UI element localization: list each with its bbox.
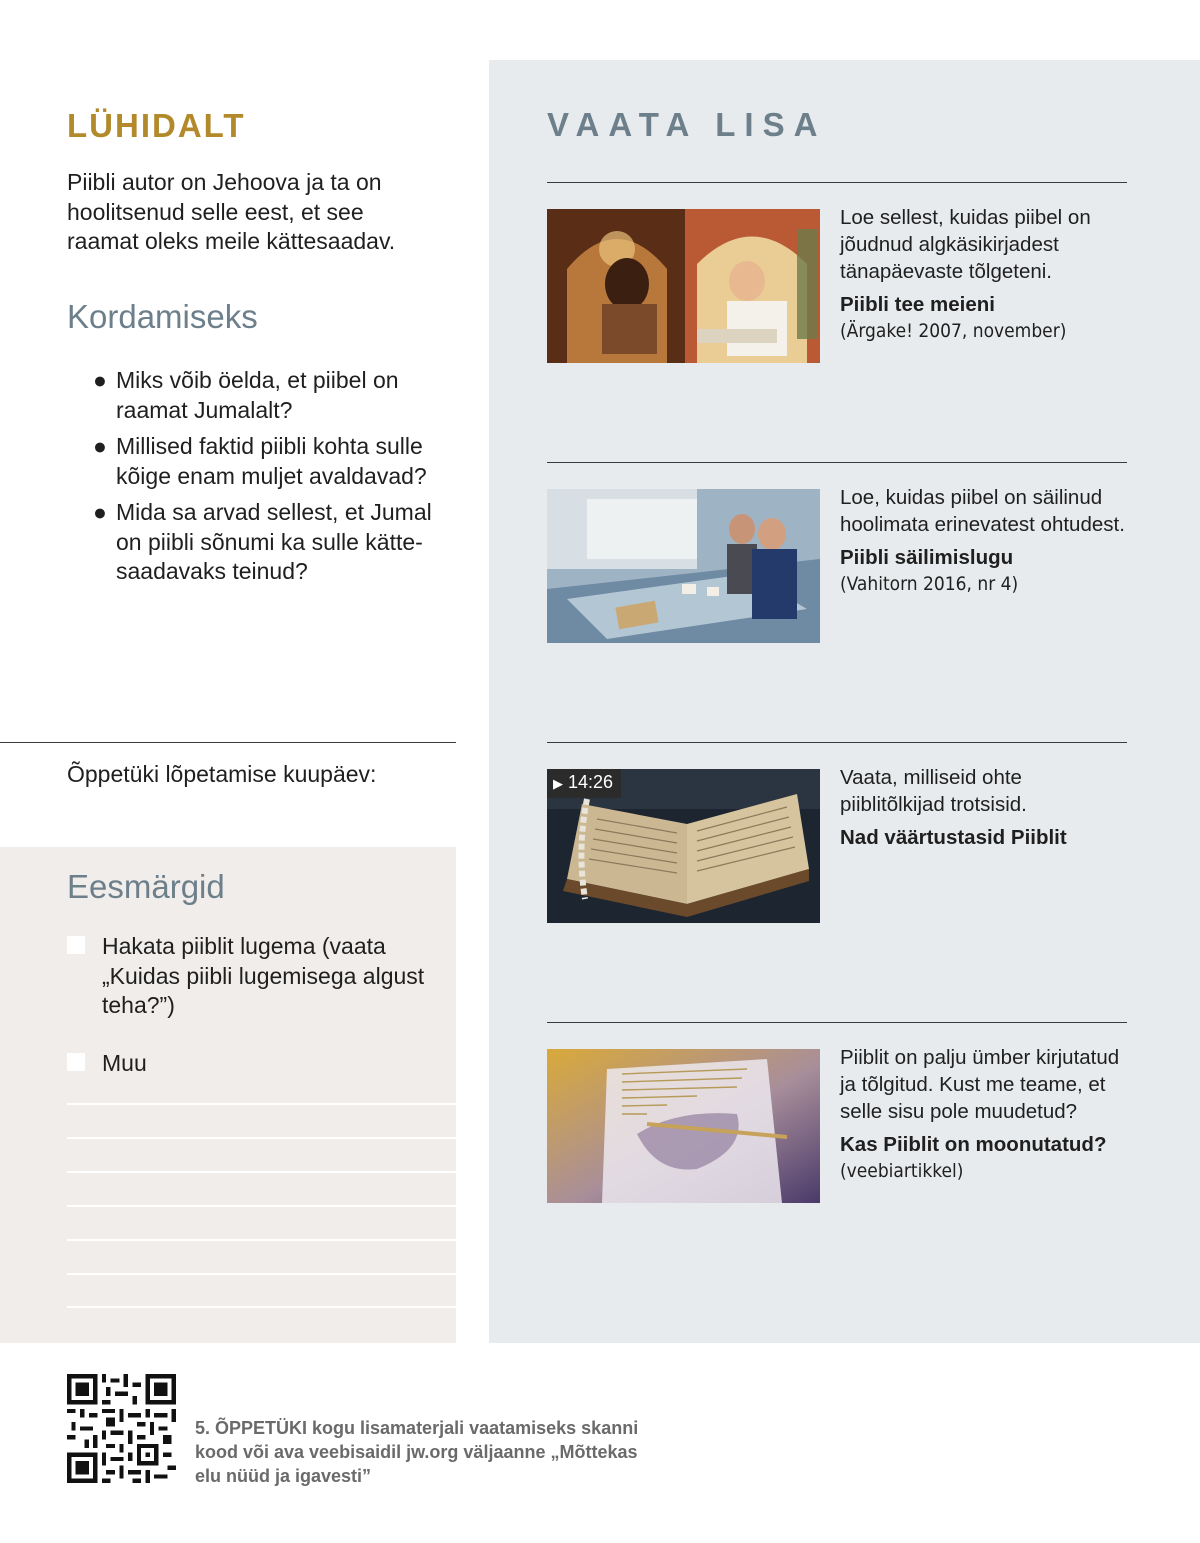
resource-source: (veebiartikkel) [840,1160,964,1182]
resource-description: Vaata, milliseid ohte piiblitõlkijad trotsisid. [840,766,1027,816]
bullet-icon: ● [93,433,107,459]
resource-description: Loe sellest, kuidas piibel on jõudnud algkäsikirjadest tänapäevaste tõlgeteni. [840,206,1091,283]
divider [547,182,1127,183]
resource-title-link[interactable]: Piibli säilimislugu [840,546,1014,569]
goal-write-line[interactable] [67,1239,456,1241]
review-question [90,498,450,587]
bullet-icon: ● [93,367,107,393]
goal-write-line[interactable] [67,1306,456,1308]
review-question-text: Millised faktid piibli kohta sulle kõige enam muljet avaldavad? [116,433,427,489]
goals-panel [0,847,456,1343]
divider [547,1022,1127,1023]
goal-write-line[interactable] [67,1137,456,1139]
goal-text: Hakata piiblit lugema (vaata „Kuidas piibli lugemisega algust teha?”) [102,933,425,1018]
resource-title-link[interactable]: Kas Piiblit on moonutatud? [840,1133,1107,1156]
divider [547,462,1127,463]
museum-illustration [547,489,820,643]
bullet-icon: ● [93,499,107,525]
review-question-text: Miks võib öelda, et piibel on raamat Jumalalt? [116,367,399,423]
resource-info [840,484,1125,598]
see-more-heading: VAATA LISA [547,106,827,143]
goal-text: Muu [102,1050,147,1076]
goal-item [67,1049,427,1079]
resource-thumbnail-scribes[interactable] [547,209,820,363]
resource-thumbnail-museum[interactable] [547,489,820,643]
qr-code[interactable] [67,1374,176,1483]
goals-heading: Eesmärgid [67,868,225,905]
scribes-illustration [547,209,820,363]
video-duration: 14:26 [568,772,614,792]
goal-checkbox[interactable] [67,1053,85,1071]
goal-write-line[interactable] [67,1103,456,1105]
completion-date-label: Õppetüki lõpetamise kuupäev: [67,761,377,787]
resource-video-thumbnail[interactable] [547,769,820,923]
footer-note: 5. ÕPPETÜKI kogu lisamaterjali vaatamiseks skanni kood või ava veebisaidil jw.org väljaanne „Mõttekas elu nüüd ja igavesti” [195,1418,639,1486]
divider [0,742,456,743]
goal-write-line[interactable] [67,1171,456,1173]
review-question-list [90,366,450,594]
resource-description: Loe, kuidas piibel on säilinud hoolimata erinevatest ohtudest. [840,486,1125,536]
qr-code-icon [67,1374,176,1483]
resource-description: Piiblit on palju ümber kirjutatud ja tõlgitud. Kust me teame, et selle sisu pole muudetud? [840,1046,1120,1123]
resource-thumbnail-manuscript[interactable] [547,1049,820,1203]
resource-info [840,764,1125,851]
review-question [90,366,450,425]
resource-source: (Ärgake! 2007, november) [840,320,1067,342]
video-duration-badge [547,769,621,798]
goal-write-line[interactable] [67,1273,456,1275]
resource-info [840,204,1125,345]
resource-title-link[interactable]: Nad väärtustasid Piiblit [840,826,1067,849]
goal-write-line[interactable] [67,1205,456,1207]
summary-text: Piibli autor on Jehoova ja ta on hoolitsenud selle eest, et see raamat oleks meile kättesaadav. [67,169,396,254]
play-icon: ▶ [553,776,563,791]
divider [547,742,1127,743]
goal-item [67,932,427,1021]
manuscript-illustration [547,1049,820,1203]
review-heading: Kordamiseks [67,298,258,335]
resource-title-link[interactable]: Piibli tee meieni [840,293,995,316]
review-question-text: Mida sa arvad sellest, et Jumal on piibli sõnumi ka sulle kätte-saadavaks teinud? [116,499,432,584]
review-question [90,432,450,491]
summary-heading: LÜHIDALT [67,107,246,144]
goal-checkbox[interactable] [67,936,85,954]
resource-info [840,1044,1125,1185]
resource-source: (Vahitorn 2016, nr 4) [840,573,1019,595]
